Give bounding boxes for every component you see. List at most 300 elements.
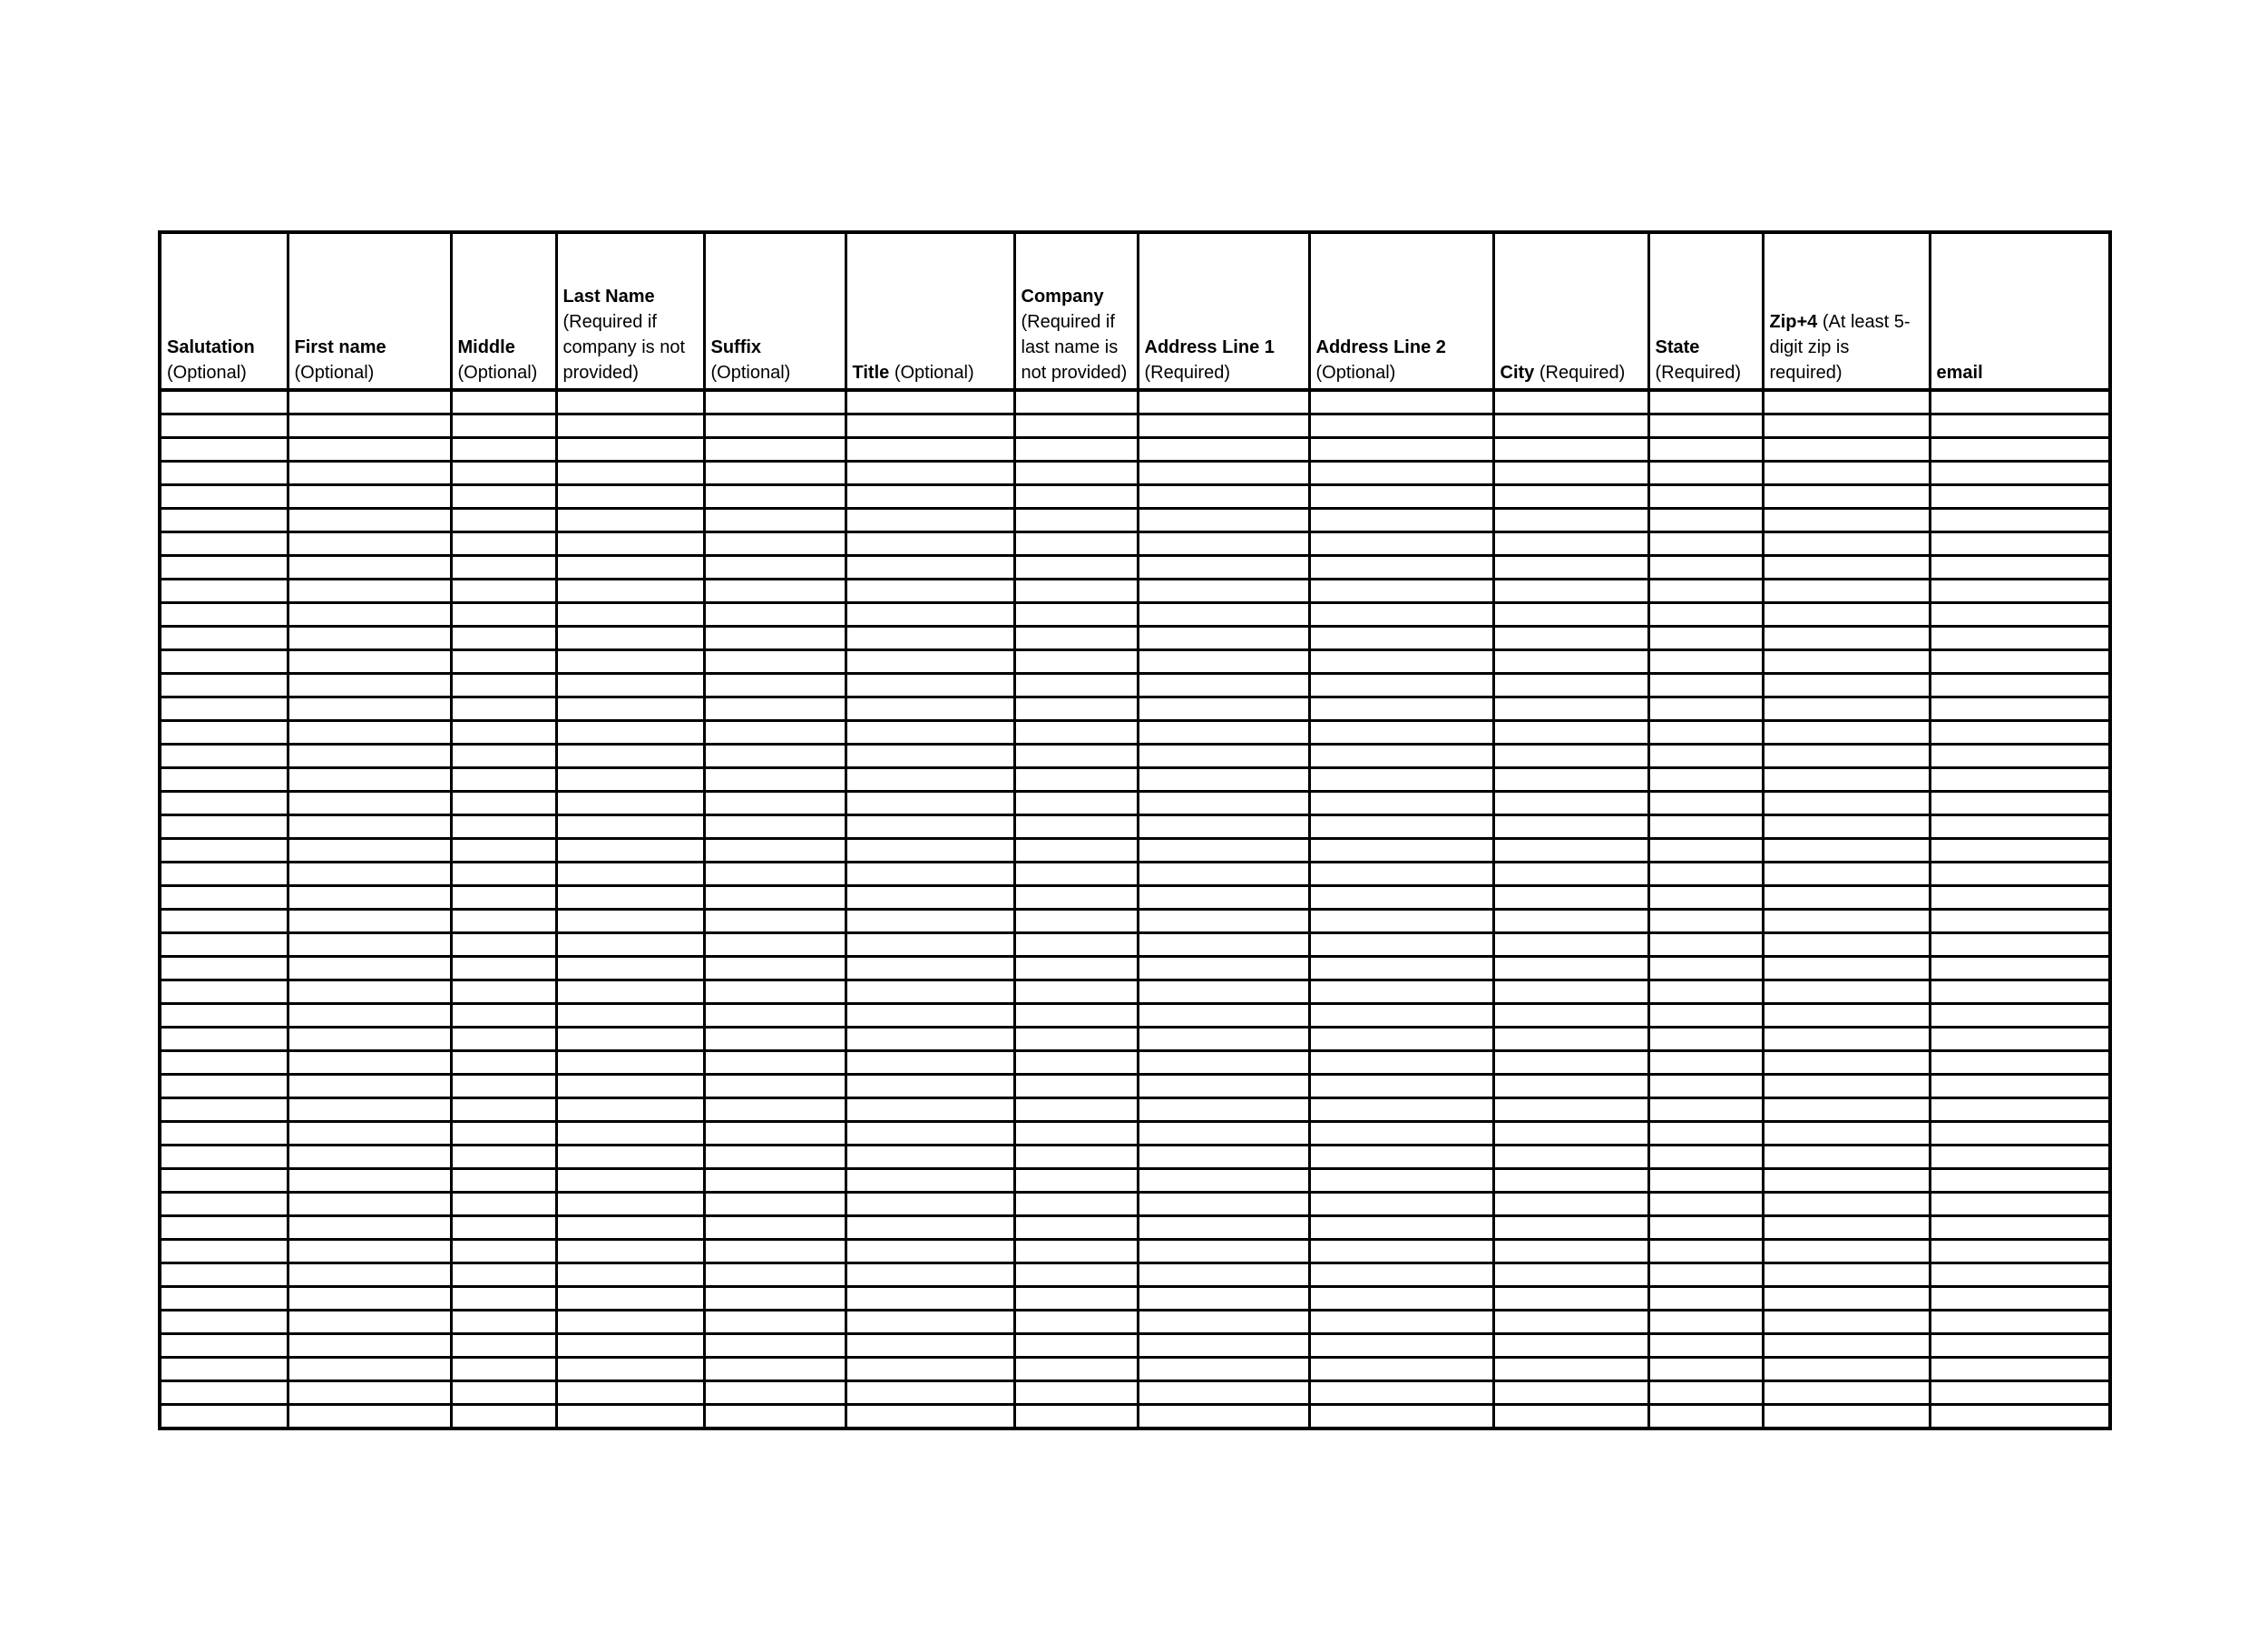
empty-cell-address-line-2[interactable]: [1309, 462, 1493, 485]
empty-cell-state[interactable]: [1648, 1358, 1763, 1381]
empty-cell-last-name[interactable]: [556, 768, 704, 792]
empty-cell-state[interactable]: [1648, 933, 1763, 957]
empty-cell-company[interactable]: [1014, 1122, 1138, 1146]
empty-cell-zip-4[interactable]: [1763, 1146, 1930, 1169]
empty-cell-address-line-1[interactable]: [1138, 980, 1309, 1004]
empty-cell-suffix[interactable]: [704, 863, 846, 886]
empty-cell-state[interactable]: [1648, 462, 1763, 485]
empty-cell-title[interactable]: [846, 650, 1014, 674]
empty-cell-salutation[interactable]: [160, 1193, 288, 1216]
empty-cell-middle[interactable]: [451, 721, 556, 745]
empty-cell-title[interactable]: [846, 1098, 1014, 1122]
empty-cell-title[interactable]: [846, 1075, 1014, 1098]
empty-cell-middle[interactable]: [451, 1169, 556, 1193]
empty-cell-email[interactable]: [1930, 792, 2110, 815]
empty-cell-middle[interactable]: [451, 532, 556, 556]
empty-cell-state[interactable]: [1648, 485, 1763, 509]
empty-cell-email[interactable]: [1930, 674, 2110, 697]
empty-cell-first-name[interactable]: [288, 863, 451, 886]
empty-cell-suffix[interactable]: [704, 1311, 846, 1334]
empty-cell-middle[interactable]: [451, 1004, 556, 1028]
empty-cell-email[interactable]: [1930, 1334, 2110, 1358]
empty-cell-zip-4[interactable]: [1763, 1028, 1930, 1051]
empty-cell-city[interactable]: [1493, 863, 1648, 886]
empty-cell-city[interactable]: [1493, 697, 1648, 721]
empty-cell-middle[interactable]: [451, 1358, 556, 1381]
empty-cell-first-name[interactable]: [288, 721, 451, 745]
empty-cell-salutation[interactable]: [160, 1358, 288, 1381]
empty-cell-address-line-1[interactable]: [1138, 462, 1309, 485]
empty-cell-address-line-1[interactable]: [1138, 1075, 1309, 1098]
empty-cell-title[interactable]: [846, 1287, 1014, 1311]
empty-cell-state[interactable]: [1648, 1381, 1763, 1405]
empty-cell-first-name[interactable]: [288, 414, 451, 438]
empty-cell-title[interactable]: [846, 1051, 1014, 1075]
empty-cell-first-name[interactable]: [288, 1051, 451, 1075]
empty-cell-middle[interactable]: [451, 745, 556, 768]
empty-cell-company[interactable]: [1014, 1287, 1138, 1311]
empty-cell-email[interactable]: [1930, 438, 2110, 462]
empty-cell-middle[interactable]: [451, 556, 556, 580]
empty-cell-last-name[interactable]: [556, 1311, 704, 1334]
empty-cell-first-name[interactable]: [288, 980, 451, 1004]
empty-cell-first-name[interactable]: [288, 580, 451, 603]
empty-cell-middle[interactable]: [451, 1311, 556, 1334]
empty-cell-middle[interactable]: [451, 980, 556, 1004]
empty-cell-suffix[interactable]: [704, 650, 846, 674]
empty-cell-address-line-1[interactable]: [1138, 603, 1309, 627]
empty-cell-middle[interactable]: [451, 438, 556, 462]
empty-cell-last-name[interactable]: [556, 863, 704, 886]
empty-cell-title[interactable]: [846, 509, 1014, 532]
empty-cell-suffix[interactable]: [704, 485, 846, 509]
empty-cell-company[interactable]: [1014, 532, 1138, 556]
empty-cell-address-line-1[interactable]: [1138, 1051, 1309, 1075]
empty-cell-title[interactable]: [846, 839, 1014, 863]
empty-cell-title[interactable]: [846, 1216, 1014, 1240]
empty-cell-title[interactable]: [846, 792, 1014, 815]
empty-cell-address-line-2[interactable]: [1309, 957, 1493, 980]
empty-cell-city[interactable]: [1493, 390, 1648, 414]
empty-cell-address-line-2[interactable]: [1309, 674, 1493, 697]
empty-cell-state[interactable]: [1648, 697, 1763, 721]
empty-cell-suffix[interactable]: [704, 603, 846, 627]
empty-cell-address-line-2[interactable]: [1309, 414, 1493, 438]
empty-cell-address-line-2[interactable]: [1309, 697, 1493, 721]
empty-cell-suffix[interactable]: [704, 1358, 846, 1381]
empty-cell-suffix[interactable]: [704, 792, 846, 815]
empty-cell-title[interactable]: [846, 532, 1014, 556]
empty-cell-state[interactable]: [1648, 863, 1763, 886]
empty-cell-city[interactable]: [1493, 532, 1648, 556]
empty-cell-address-line-1[interactable]: [1138, 1358, 1309, 1381]
empty-cell-company[interactable]: [1014, 910, 1138, 933]
empty-cell-salutation[interactable]: [160, 792, 288, 815]
empty-cell-zip-4[interactable]: [1763, 1075, 1930, 1098]
empty-cell-city[interactable]: [1493, 792, 1648, 815]
empty-cell-city[interactable]: [1493, 556, 1648, 580]
empty-cell-middle[interactable]: [451, 509, 556, 532]
empty-cell-salutation[interactable]: [160, 1028, 288, 1051]
empty-cell-last-name[interactable]: [556, 1358, 704, 1381]
empty-cell-salutation[interactable]: [160, 1051, 288, 1075]
empty-cell-suffix[interactable]: [704, 1146, 846, 1169]
empty-cell-address-line-1[interactable]: [1138, 414, 1309, 438]
empty-cell-middle[interactable]: [451, 1051, 556, 1075]
empty-cell-title[interactable]: [846, 1334, 1014, 1358]
empty-cell-last-name[interactable]: [556, 1028, 704, 1051]
empty-cell-last-name[interactable]: [556, 1122, 704, 1146]
empty-cell-address-line-1[interactable]: [1138, 1098, 1309, 1122]
empty-cell-zip-4[interactable]: [1763, 933, 1930, 957]
empty-cell-middle[interactable]: [451, 603, 556, 627]
empty-cell-first-name[interactable]: [288, 1287, 451, 1311]
empty-cell-zip-4[interactable]: [1763, 863, 1930, 886]
empty-cell-zip-4[interactable]: [1763, 485, 1930, 509]
empty-cell-first-name[interactable]: [288, 792, 451, 815]
empty-cell-city[interactable]: [1493, 1169, 1648, 1193]
empty-cell-middle[interactable]: [451, 580, 556, 603]
empty-cell-zip-4[interactable]: [1763, 839, 1930, 863]
empty-cell-company[interactable]: [1014, 1004, 1138, 1028]
empty-cell-middle[interactable]: [451, 1193, 556, 1216]
empty-cell-email[interactable]: [1930, 1287, 2110, 1311]
empty-cell-email[interactable]: [1930, 1098, 2110, 1122]
empty-cell-title[interactable]: [846, 933, 1014, 957]
empty-cell-first-name[interactable]: [288, 1381, 451, 1405]
empty-cell-title[interactable]: [846, 1193, 1014, 1216]
empty-cell-company[interactable]: [1014, 674, 1138, 697]
empty-cell-address-line-1[interactable]: [1138, 863, 1309, 886]
empty-cell-company[interactable]: [1014, 697, 1138, 721]
empty-cell-suffix[interactable]: [704, 1334, 846, 1358]
empty-cell-middle[interactable]: [451, 485, 556, 509]
empty-cell-zip-4[interactable]: [1763, 556, 1930, 580]
empty-cell-company[interactable]: [1014, 1075, 1138, 1098]
empty-cell-salutation[interactable]: [160, 1216, 288, 1240]
empty-cell-last-name[interactable]: [556, 1240, 704, 1263]
empty-cell-suffix[interactable]: [704, 1122, 846, 1146]
empty-cell-salutation[interactable]: [160, 603, 288, 627]
empty-cell-email[interactable]: [1930, 863, 2110, 886]
empty-cell-last-name[interactable]: [556, 1263, 704, 1287]
empty-cell-last-name[interactable]: [556, 745, 704, 768]
empty-cell-first-name[interactable]: [288, 768, 451, 792]
empty-cell-zip-4[interactable]: [1763, 532, 1930, 556]
empty-cell-email[interactable]: [1930, 910, 2110, 933]
empty-cell-salutation[interactable]: [160, 721, 288, 745]
empty-cell-company[interactable]: [1014, 1334, 1138, 1358]
empty-cell-suffix[interactable]: [704, 1075, 846, 1098]
empty-cell-salutation[interactable]: [160, 839, 288, 863]
empty-cell-city[interactable]: [1493, 627, 1648, 650]
empty-cell-email[interactable]: [1930, 627, 2110, 650]
empty-cell-email[interactable]: [1930, 509, 2110, 532]
empty-cell-last-name[interactable]: [556, 1051, 704, 1075]
empty-cell-zip-4[interactable]: [1763, 414, 1930, 438]
empty-cell-title[interactable]: [846, 627, 1014, 650]
empty-cell-last-name[interactable]: [556, 839, 704, 863]
empty-cell-zip-4[interactable]: [1763, 886, 1930, 910]
empty-cell-address-line-1[interactable]: [1138, 1311, 1309, 1334]
empty-cell-company[interactable]: [1014, 627, 1138, 650]
empty-cell-company[interactable]: [1014, 792, 1138, 815]
empty-cell-address-line-1[interactable]: [1138, 839, 1309, 863]
empty-cell-salutation[interactable]: [160, 1004, 288, 1028]
empty-cell-state[interactable]: [1648, 1405, 1763, 1429]
empty-cell-email[interactable]: [1930, 1051, 2110, 1075]
empty-cell-suffix[interactable]: [704, 509, 846, 532]
empty-cell-company[interactable]: [1014, 1028, 1138, 1051]
empty-cell-suffix[interactable]: [704, 815, 846, 839]
empty-cell-city[interactable]: [1493, 1334, 1648, 1358]
empty-cell-middle[interactable]: [451, 910, 556, 933]
empty-cell-state[interactable]: [1648, 1146, 1763, 1169]
empty-cell-salutation[interactable]: [160, 390, 288, 414]
empty-cell-zip-4[interactable]: [1763, 603, 1930, 627]
empty-cell-salutation[interactable]: [160, 768, 288, 792]
empty-cell-last-name[interactable]: [556, 957, 704, 980]
empty-cell-state[interactable]: [1648, 438, 1763, 462]
empty-cell-address-line-2[interactable]: [1309, 1240, 1493, 1263]
empty-cell-middle[interactable]: [451, 792, 556, 815]
empty-cell-company[interactable]: [1014, 390, 1138, 414]
empty-cell-last-name[interactable]: [556, 1287, 704, 1311]
empty-cell-city[interactable]: [1493, 1122, 1648, 1146]
empty-cell-title[interactable]: [846, 390, 1014, 414]
empty-cell-zip-4[interactable]: [1763, 627, 1930, 650]
empty-cell-first-name[interactable]: [288, 462, 451, 485]
empty-cell-salutation[interactable]: [160, 910, 288, 933]
empty-cell-zip-4[interactable]: [1763, 1263, 1930, 1287]
empty-cell-state[interactable]: [1648, 650, 1763, 674]
empty-cell-address-line-2[interactable]: [1309, 532, 1493, 556]
empty-cell-address-line-2[interactable]: [1309, 886, 1493, 910]
empty-cell-state[interactable]: [1648, 910, 1763, 933]
empty-cell-last-name[interactable]: [556, 721, 704, 745]
empty-cell-city[interactable]: [1493, 509, 1648, 532]
empty-cell-company[interactable]: [1014, 1311, 1138, 1334]
empty-cell-state[interactable]: [1648, 1263, 1763, 1287]
empty-cell-first-name[interactable]: [288, 1075, 451, 1098]
empty-cell-suffix[interactable]: [704, 390, 846, 414]
empty-cell-address-line-2[interactable]: [1309, 485, 1493, 509]
empty-cell-email[interactable]: [1930, 1193, 2110, 1216]
empty-cell-address-line-2[interactable]: [1309, 863, 1493, 886]
empty-cell-last-name[interactable]: [556, 438, 704, 462]
empty-cell-address-line-2[interactable]: [1309, 1216, 1493, 1240]
empty-cell-address-line-2[interactable]: [1309, 1146, 1493, 1169]
empty-cell-zip-4[interactable]: [1763, 1004, 1930, 1028]
empty-cell-suffix[interactable]: [704, 580, 846, 603]
empty-cell-first-name[interactable]: [288, 1240, 451, 1263]
empty-cell-address-line-2[interactable]: [1309, 1334, 1493, 1358]
empty-cell-salutation[interactable]: [160, 485, 288, 509]
empty-cell-address-line-1[interactable]: [1138, 1122, 1309, 1146]
empty-cell-address-line-1[interactable]: [1138, 1169, 1309, 1193]
empty-cell-address-line-1[interactable]: [1138, 438, 1309, 462]
empty-cell-title[interactable]: [846, 1358, 1014, 1381]
empty-cell-middle[interactable]: [451, 1334, 556, 1358]
empty-cell-address-line-2[interactable]: [1309, 910, 1493, 933]
empty-cell-email[interactable]: [1930, 603, 2110, 627]
empty-cell-middle[interactable]: [451, 390, 556, 414]
empty-cell-state[interactable]: [1648, 1004, 1763, 1028]
empty-cell-city[interactable]: [1493, 1075, 1648, 1098]
empty-cell-email[interactable]: [1930, 1122, 2110, 1146]
empty-cell-zip-4[interactable]: [1763, 1358, 1930, 1381]
empty-cell-city[interactable]: [1493, 1287, 1648, 1311]
empty-cell-email[interactable]: [1930, 1311, 2110, 1334]
empty-cell-last-name[interactable]: [556, 556, 704, 580]
empty-cell-last-name[interactable]: [556, 886, 704, 910]
empty-cell-first-name[interactable]: [288, 910, 451, 933]
empty-cell-zip-4[interactable]: [1763, 1216, 1930, 1240]
empty-cell-city[interactable]: [1493, 1028, 1648, 1051]
empty-cell-company[interactable]: [1014, 1263, 1138, 1287]
empty-cell-title[interactable]: [846, 957, 1014, 980]
empty-cell-salutation[interactable]: [160, 1287, 288, 1311]
empty-cell-last-name[interactable]: [556, 1216, 704, 1240]
empty-cell-address-line-2[interactable]: [1309, 556, 1493, 580]
empty-cell-suffix[interactable]: [704, 839, 846, 863]
empty-cell-first-name[interactable]: [288, 627, 451, 650]
empty-cell-zip-4[interactable]: [1763, 1405, 1930, 1429]
empty-cell-salutation[interactable]: [160, 1381, 288, 1405]
empty-cell-address-line-2[interactable]: [1309, 509, 1493, 532]
empty-cell-last-name[interactable]: [556, 1405, 704, 1429]
empty-cell-zip-4[interactable]: [1763, 1287, 1930, 1311]
empty-cell-state[interactable]: [1648, 674, 1763, 697]
empty-cell-state[interactable]: [1648, 1216, 1763, 1240]
empty-cell-suffix[interactable]: [704, 1405, 846, 1429]
empty-cell-address-line-2[interactable]: [1309, 650, 1493, 674]
empty-cell-state[interactable]: [1648, 957, 1763, 980]
empty-cell-suffix[interactable]: [704, 1098, 846, 1122]
empty-cell-state[interactable]: [1648, 1287, 1763, 1311]
empty-cell-title[interactable]: [846, 980, 1014, 1004]
empty-cell-last-name[interactable]: [556, 650, 704, 674]
empty-cell-zip-4[interactable]: [1763, 1193, 1930, 1216]
empty-cell-zip-4[interactable]: [1763, 1122, 1930, 1146]
empty-cell-first-name[interactable]: [288, 556, 451, 580]
empty-cell-address-line-2[interactable]: [1309, 390, 1493, 414]
empty-cell-salutation[interactable]: [160, 933, 288, 957]
empty-cell-email[interactable]: [1930, 839, 2110, 863]
empty-cell-salutation[interactable]: [160, 1334, 288, 1358]
empty-cell-middle[interactable]: [451, 1098, 556, 1122]
empty-cell-state[interactable]: [1648, 886, 1763, 910]
empty-cell-address-line-1[interactable]: [1138, 792, 1309, 815]
empty-cell-suffix[interactable]: [704, 1287, 846, 1311]
empty-cell-middle[interactable]: [451, 768, 556, 792]
empty-cell-salutation[interactable]: [160, 980, 288, 1004]
empty-cell-city[interactable]: [1493, 1358, 1648, 1381]
empty-cell-address-line-1[interactable]: [1138, 390, 1309, 414]
empty-cell-suffix[interactable]: [704, 1263, 846, 1287]
empty-cell-middle[interactable]: [451, 1075, 556, 1098]
empty-cell-email[interactable]: [1930, 1004, 2110, 1028]
empty-cell-suffix[interactable]: [704, 438, 846, 462]
empty-cell-title[interactable]: [846, 886, 1014, 910]
empty-cell-company[interactable]: [1014, 839, 1138, 863]
empty-cell-suffix[interactable]: [704, 1028, 846, 1051]
empty-cell-address-line-1[interactable]: [1138, 1287, 1309, 1311]
empty-cell-address-line-2[interactable]: [1309, 1381, 1493, 1405]
empty-cell-city[interactable]: [1493, 1051, 1648, 1075]
empty-cell-address-line-2[interactable]: [1309, 980, 1493, 1004]
empty-cell-state[interactable]: [1648, 390, 1763, 414]
empty-cell-salutation[interactable]: [160, 462, 288, 485]
empty-cell-state[interactable]: [1648, 1311, 1763, 1334]
empty-cell-last-name[interactable]: [556, 462, 704, 485]
empty-cell-salutation[interactable]: [160, 1098, 288, 1122]
empty-cell-city[interactable]: [1493, 674, 1648, 697]
empty-cell-company[interactable]: [1014, 438, 1138, 462]
empty-cell-company[interactable]: [1014, 580, 1138, 603]
empty-cell-email[interactable]: [1930, 957, 2110, 980]
empty-cell-middle[interactable]: [451, 863, 556, 886]
empty-cell-first-name[interactable]: [288, 438, 451, 462]
empty-cell-zip-4[interactable]: [1763, 1051, 1930, 1075]
empty-cell-city[interactable]: [1493, 414, 1648, 438]
empty-cell-email[interactable]: [1930, 1405, 2110, 1429]
empty-cell-company[interactable]: [1014, 933, 1138, 957]
empty-cell-email[interactable]: [1930, 1263, 2110, 1287]
empty-cell-address-line-2[interactable]: [1309, 745, 1493, 768]
empty-cell-last-name[interactable]: [556, 603, 704, 627]
empty-cell-last-name[interactable]: [556, 580, 704, 603]
empty-cell-suffix[interactable]: [704, 1193, 846, 1216]
empty-cell-email[interactable]: [1930, 1075, 2110, 1098]
empty-cell-title[interactable]: [846, 1146, 1014, 1169]
empty-cell-middle[interactable]: [451, 957, 556, 980]
empty-cell-salutation[interactable]: [160, 674, 288, 697]
empty-cell-salutation[interactable]: [160, 815, 288, 839]
empty-cell-email[interactable]: [1930, 1240, 2110, 1263]
empty-cell-address-line-1[interactable]: [1138, 1004, 1309, 1028]
empty-cell-zip-4[interactable]: [1763, 390, 1930, 414]
empty-cell-title[interactable]: [846, 1263, 1014, 1287]
empty-cell-email[interactable]: [1930, 485, 2110, 509]
empty-cell-middle[interactable]: [451, 1405, 556, 1429]
empty-cell-middle[interactable]: [451, 1287, 556, 1311]
empty-cell-address-line-1[interactable]: [1138, 697, 1309, 721]
empty-cell-salutation[interactable]: [160, 1311, 288, 1334]
empty-cell-address-line-1[interactable]: [1138, 650, 1309, 674]
empty-cell-title[interactable]: [846, 556, 1014, 580]
empty-cell-email[interactable]: [1930, 1358, 2110, 1381]
empty-cell-first-name[interactable]: [288, 674, 451, 697]
empty-cell-city[interactable]: [1493, 839, 1648, 863]
empty-cell-middle[interactable]: [451, 414, 556, 438]
empty-cell-state[interactable]: [1648, 792, 1763, 815]
empty-cell-first-name[interactable]: [288, 485, 451, 509]
empty-cell-address-line-1[interactable]: [1138, 1028, 1309, 1051]
empty-cell-company[interactable]: [1014, 1240, 1138, 1263]
empty-cell-title[interactable]: [846, 863, 1014, 886]
empty-cell-zip-4[interactable]: [1763, 580, 1930, 603]
empty-cell-middle[interactable]: [451, 886, 556, 910]
empty-cell-state[interactable]: [1648, 745, 1763, 768]
empty-cell-address-line-2[interactable]: [1309, 1169, 1493, 1193]
empty-cell-state[interactable]: [1648, 580, 1763, 603]
empty-cell-state[interactable]: [1648, 768, 1763, 792]
empty-cell-zip-4[interactable]: [1763, 957, 1930, 980]
empty-cell-address-line-1[interactable]: [1138, 815, 1309, 839]
empty-cell-company[interactable]: [1014, 768, 1138, 792]
empty-cell-email[interactable]: [1930, 650, 2110, 674]
